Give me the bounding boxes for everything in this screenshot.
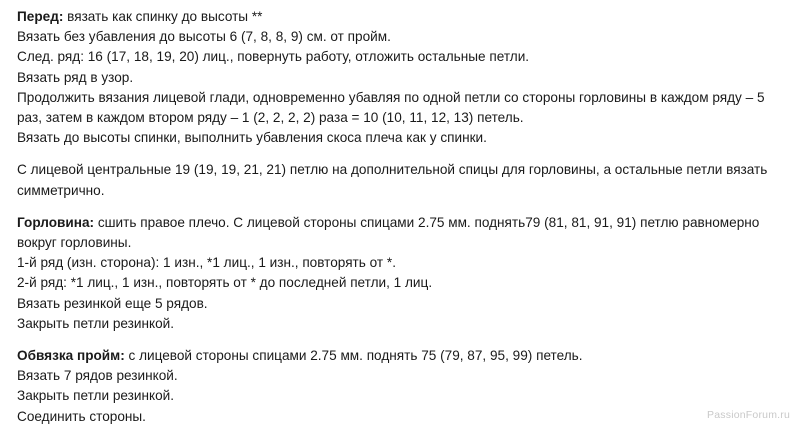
paragraph-line: Соединить стороны.: [17, 408, 146, 424]
section-heading: Перед:: [17, 9, 64, 24]
paragraph-line: Закрыть петли резинкой.: [17, 315, 175, 331]
section-armhole-edging: [17, 346, 792, 427]
pattern-document: [17, 7, 792, 439]
paragraph-line: [17, 7, 792, 27]
paragraph-line: Вязать резинкой еще 5 рядов.: [17, 295, 208, 311]
paragraph-line: [17, 213, 772, 253]
section-front: [17, 7, 792, 148]
paragraph-line: С лицевой центральные 19 (19, 19, 21, 21) петлю на дополнительной спицы для горловины, а остальные петли вязать симметрично.: [17, 162, 768, 198]
watermark: PassionForum.ru: [707, 409, 790, 421]
paragraph-line: Вязать ряд в узор.: [17, 69, 134, 85]
paragraph-line: 2-й ряд: *1 лиц., 1 изн., повторять от * до последней петли, 1 лиц.: [17, 275, 433, 291]
section-heading: Горловина:: [17, 214, 95, 230]
paragraph-line: Закрыть петли резинкой.: [17, 388, 175, 404]
section-heading: Обвязка пройм:: [17, 348, 125, 364]
paragraph-line: След. ряд: 16 (17, 18, 19, 20) лиц., повернуть работу, отложить остальные петли.: [17, 49, 530, 65]
paragraph-line: Вязать 7 рядов резинкой.: [17, 368, 178, 384]
heading-continuation: сшить правое плечо. С лицевой стороны спицами 2.75 мм. поднять79 (81, 81, 91, 91) петлю равномерно вокруг горловины.: [17, 214, 760, 251]
section-neckline: [17, 213, 792, 334]
section-center-stitches: [17, 160, 792, 200]
paragraph-line: Вязать без убавления до высоты 6 (7, 8, 8, 9) см. от пройм.: [17, 29, 391, 45]
paragraph-line: Продолжить вязания лицевой глади, одновременно убавляя по одной петли со стороны горловины в каждом ряду – 5 раз, затем в каждом втором ряду – 1 (2, 2, 2, 2) раза = 10 (10, 11, 12, 13) петель.: [17, 89, 765, 126]
paragraph-line: [17, 346, 792, 366]
heading-continuation: вязать как спинку до высоты **: [63, 9, 263, 24]
paragraph-line: Вязать до высоты спинки, выполнить убавления скоса плеча как у спинки.: [17, 130, 487, 146]
paragraph-line: 1-й ряд (изн. сторона): 1 изн., *1 лиц., 1 изн., повторять от *.: [17, 255, 396, 271]
heading-continuation: с лицевой стороны спицами 2.75 мм. поднять 75 (79, 87, 95, 99) петель.: [124, 348, 583, 364]
